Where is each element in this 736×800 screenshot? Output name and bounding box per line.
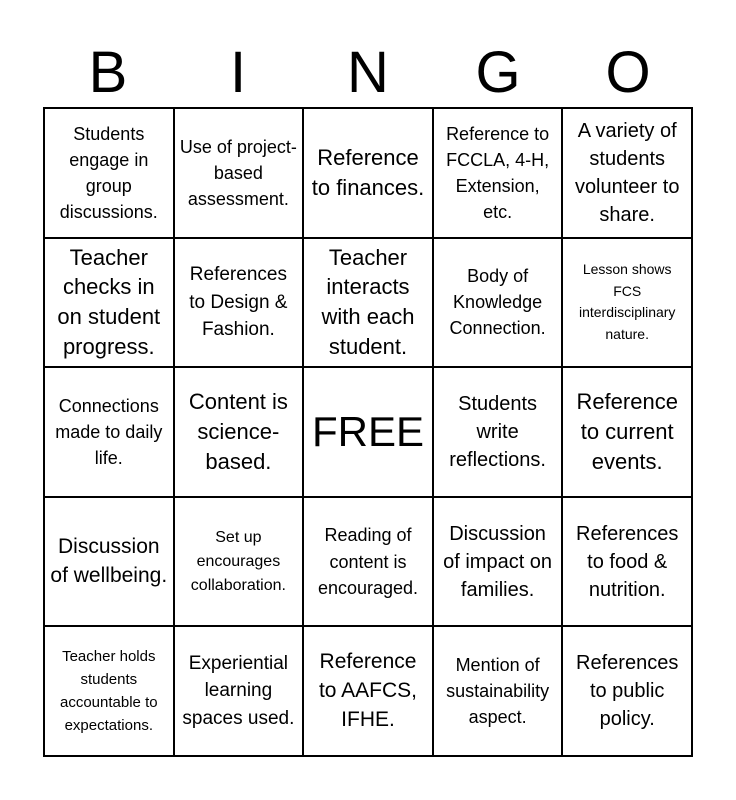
bingo-cell-r4c1: [45, 498, 175, 628]
cell-text: Discussion of wellbeing.: [50, 534, 168, 587]
cell-text: Students engage in group discussions.: [59, 123, 158, 222]
header-letter-b: B: [88, 40, 128, 105]
bingo-cell-r2c5: [563, 239, 693, 369]
cell-text: Use of project-based assessment.: [179, 136, 297, 209]
cell-text: Reference to AAFCS, IFHE.: [318, 649, 418, 731]
free-space-label: FREE: [311, 407, 424, 455]
header-letter-n: N: [347, 40, 389, 105]
cell-text: Experiential learning spaces used.: [182, 652, 295, 729]
cell-text: Reference to FCCLA, 4-H, Extension, etc.: [446, 123, 550, 222]
cell-text: Lesson shows FCS interdisciplinary nature.: [578, 261, 676, 343]
cell-text: Teacher checks in on student progress.: [57, 244, 161, 360]
cell-text: Reference to current events.: [576, 389, 678, 474]
bingo-cell-r3c2: [175, 368, 305, 498]
cell-text: Set up encourages collaboration.: [190, 528, 286, 594]
cell-text: References to Design & Fashion.: [189, 264, 288, 341]
header-letter-i: I: [229, 40, 247, 105]
bingo-cell-r5c5: [563, 627, 693, 757]
bingo-header: [43, 38, 693, 108]
bingo-cell-r3c4: [434, 368, 564, 498]
cell-text: Teacher holds students accountable to expectations.: [60, 647, 158, 735]
bingo-cell-r4c2: [175, 498, 305, 628]
bingo-cell-r5c3: [304, 627, 434, 757]
cell-text: Body of Knowledge Connection.: [449, 266, 546, 339]
cell-text: Content is science-based.: [188, 389, 288, 474]
bingo-cell-r4c4: [434, 498, 564, 628]
bingo-cell-r4c5: [563, 498, 693, 628]
bingo-cell-r5c4: [434, 627, 564, 757]
bingo-cell-r1c3: [304, 109, 434, 239]
cell-text: References to food & nutrition.: [576, 522, 679, 601]
bingo-cell-r1c5: [563, 109, 693, 239]
bingo-cell-free: [304, 368, 434, 498]
bingo-cell-r3c1: [45, 368, 175, 498]
cell-text: References to public policy.: [576, 652, 679, 731]
bingo-cell-r5c1: [45, 627, 175, 757]
bingo-cell-r2c3: [304, 239, 434, 369]
header-letter-g: G: [475, 40, 521, 105]
cell-text: Reading of content is encouraged.: [317, 525, 419, 598]
bingo-cell-r4c3: [304, 498, 434, 628]
bingo-cell-r1c2: [175, 109, 305, 239]
bingo-cell-r5c2: [175, 627, 305, 757]
header-letter-o: O: [605, 40, 651, 105]
cell-text: Mention of sustainability aspect.: [446, 655, 550, 728]
cell-text: Teacher interacts with each student.: [321, 244, 415, 360]
bingo-cell-r1c4: [434, 109, 564, 239]
cell-text: Reference to finances.: [311, 144, 425, 200]
cell-text: Discussion of impact on families.: [443, 522, 553, 601]
bingo-cell-r3c5: [563, 368, 693, 498]
bingo-cell-r2c4: [434, 239, 564, 369]
bingo-cell-r1c1: [45, 109, 175, 239]
cell-text: Connections made to daily life.: [55, 395, 163, 469]
bingo-cell-r2c2: [175, 239, 305, 369]
cell-text: A variety of students volunteer to share.: [574, 119, 680, 226]
bingo-cell-r2c1: [45, 239, 175, 369]
bingo-board: [43, 107, 693, 757]
cell-text: Students write reflections.: [449, 392, 546, 471]
